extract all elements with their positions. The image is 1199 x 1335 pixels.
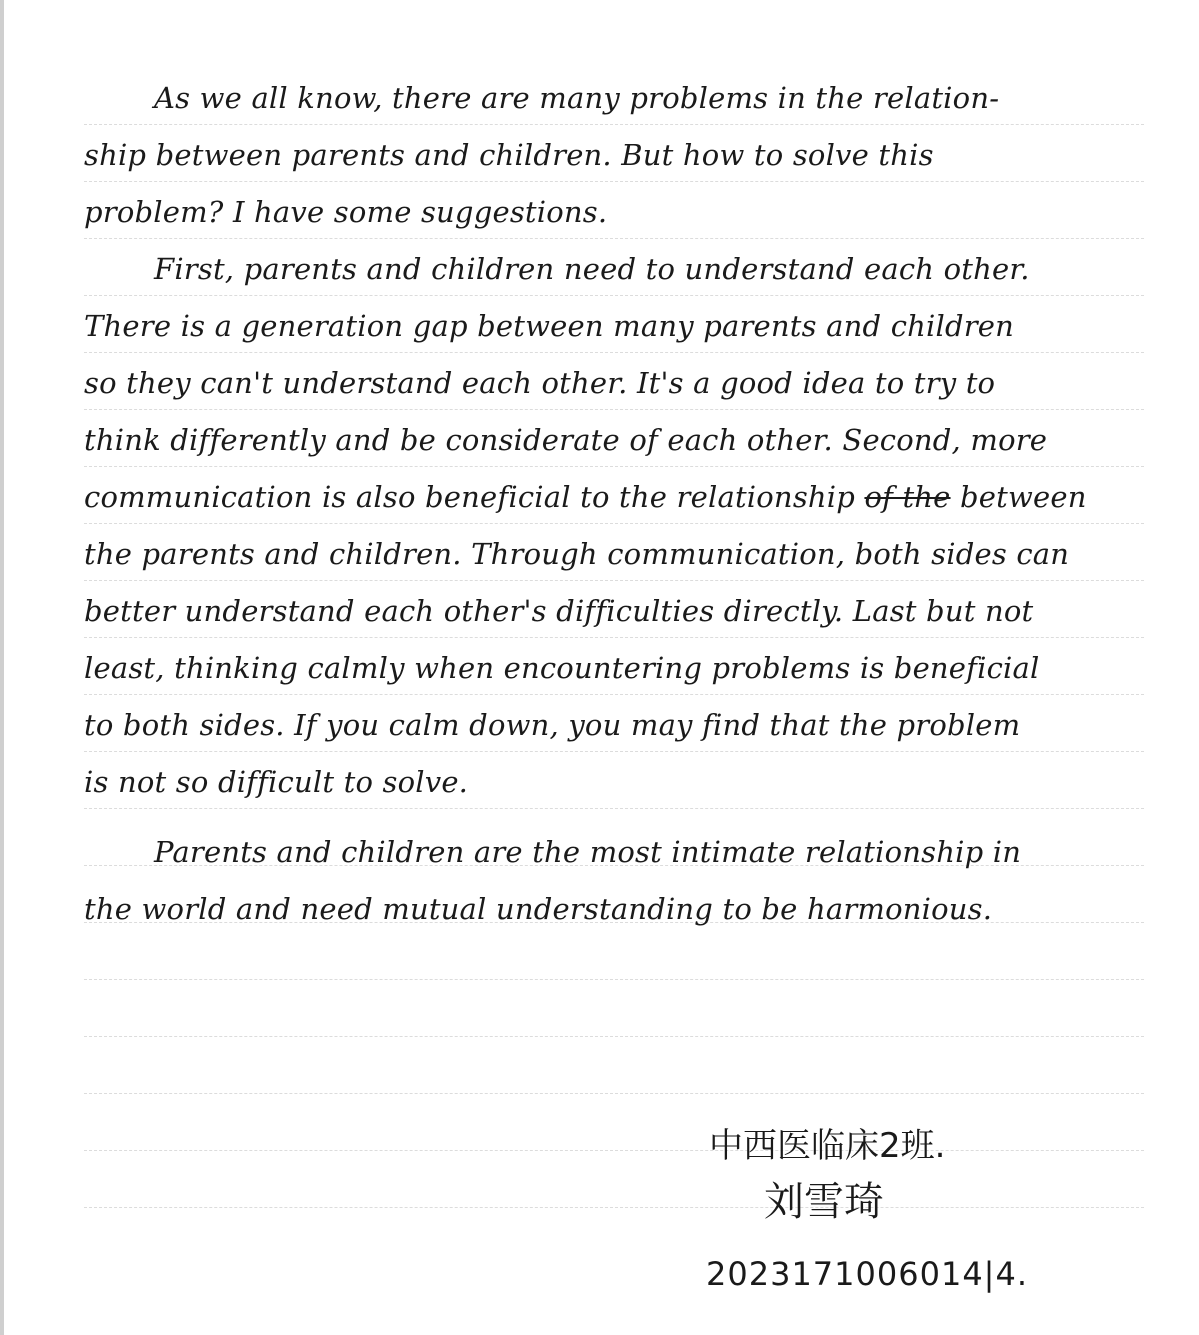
signature-student-id: 2023171006014|4. (706, 1255, 1028, 1293)
essay-line: to both sides. If you calm down, you may find that the problem (84, 708, 1021, 742)
ruled-line (84, 1093, 1144, 1094)
essay-line: so they can't understand each other. It's a good idea to try to (84, 366, 996, 400)
ruled-line (84, 1207, 1144, 1208)
essay-line: think differently and be considerate of each other. Second, more (84, 423, 1048, 457)
signature-name: 刘雪琦 (764, 1179, 884, 1225)
essay-line: ship between parents and children. But how to solve this (84, 138, 934, 172)
essay-line: problem? I have some suggestions. (84, 195, 608, 229)
essay-line: There is a generation gap between many parents and children (84, 309, 1015, 343)
ruled-line (84, 409, 1144, 410)
essay-line: the parents and children. Through communication, both sides can (84, 537, 1070, 571)
ruled-line (84, 694, 1144, 695)
ruled-line (84, 352, 1144, 353)
ruled-line (84, 295, 1144, 296)
essay-line-end: between (959, 480, 1087, 514)
essay-line: least, thinking calmly when encountering problems is beneficial (84, 651, 1040, 685)
ruled-line (84, 751, 1144, 752)
ruled-line (84, 580, 1144, 581)
essay-line: is not so difficult to solve. (84, 765, 469, 799)
essay-line (84, 477, 1154, 517)
signature-class: 中西医临床2班. (709, 1126, 946, 1166)
ruled-line (84, 808, 1144, 809)
ruled-line (84, 523, 1144, 524)
ruled-line (84, 1150, 1144, 1151)
ruled-line (84, 637, 1144, 638)
ruled-line (84, 124, 1144, 125)
crossed-out-words: of the (864, 480, 951, 514)
essay-line: better understand each other's difficulties directly. Last but not (84, 594, 1034, 628)
essay-line: First, parents and children need to understand each other. (154, 252, 1030, 286)
essay-line: Parents and children are the most intimate relationship in (154, 835, 1022, 869)
essay-line-text: communication is also beneficial to the relationship (84, 480, 856, 514)
ruled-line (84, 181, 1144, 182)
ruled-line (84, 979, 1144, 980)
handwritten-essay-page (4, 0, 1199, 1335)
ruled-line (84, 238, 1144, 239)
ruled-line (84, 1036, 1144, 1037)
essay-line: As we all know, there are many problems in the relation- (154, 81, 1000, 115)
ruled-line (84, 466, 1144, 467)
essay-line: the world and need mutual understanding to be harmonious. (84, 892, 993, 926)
